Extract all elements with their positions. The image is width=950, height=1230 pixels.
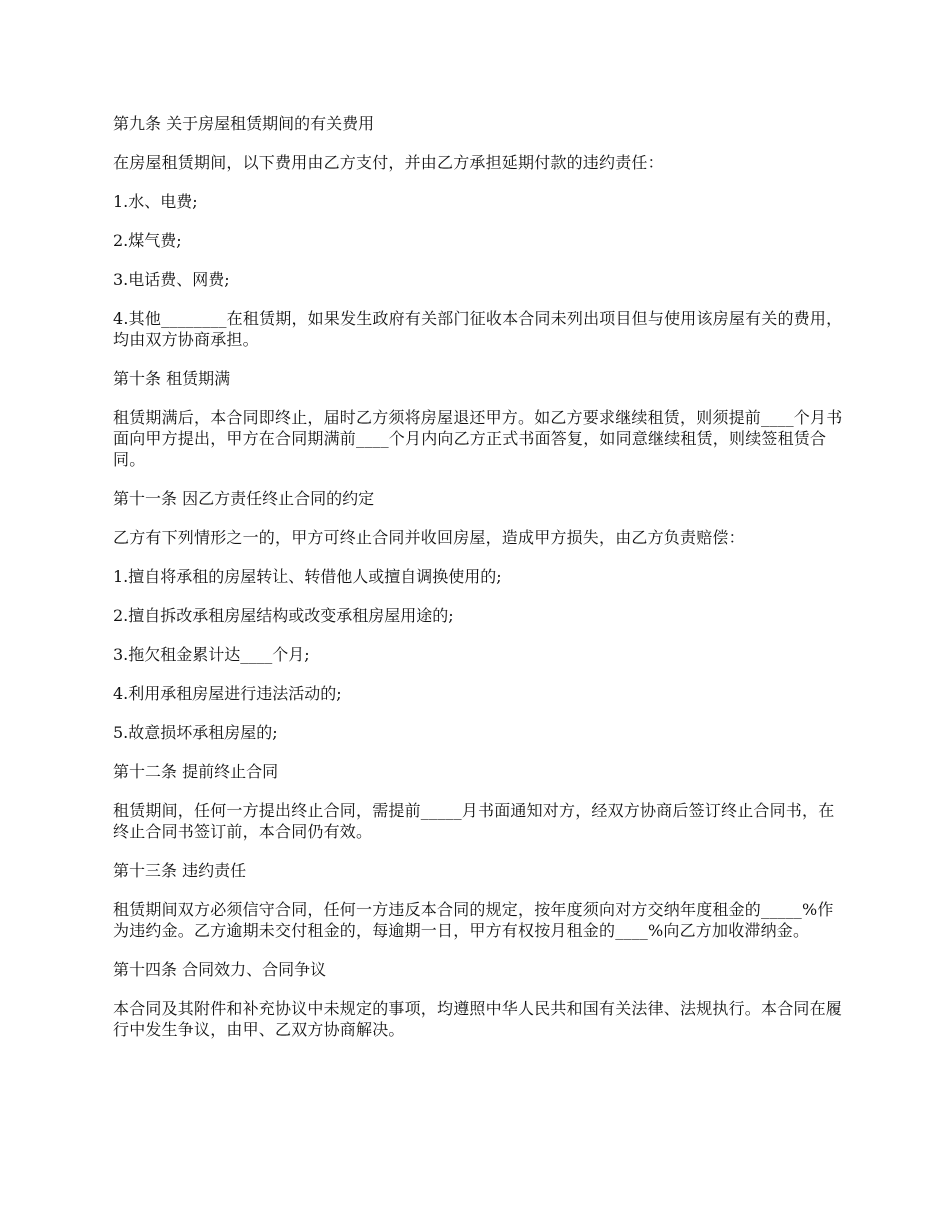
section-11-heading: 第十一条 因乙方责任终止合同的约定 [113,489,375,508]
section-9-intro: 在房屋租赁期间，以下费用由乙方支付，并由乙方承担延期付款的违约责任： [113,153,664,172]
section-13-heading: 第十三条 违约责任 [113,861,247,880]
document-page [113,113,843,1058]
section-11-item-4: 4.利用承租房屋进行违法活动的; [113,684,342,703]
section-9-heading: 第九条 关于房屋租赁期间的有关费用 [113,114,375,133]
section-9-item-3: 3.电话费、网费; [113,270,230,289]
section-14-heading: 第十四条 合同效力、合同争议 [113,960,327,979]
section-11-item-2: 2.擅自拆改承租房屋结构或改变承租房屋用途的; [113,606,454,625]
section-11-item-5: 5.故意损坏承租房屋的; [113,723,278,742]
section-9-item-1: 1.水、电费; [113,192,198,211]
section-13-body: 租赁期间双方必须信守合同，任何一方违反本合同的规定，按年度须向对方交纳年度租金的_____%作为违约金。乙方逾期未交付租金的，每逾期一日，甲方有权按月租金的____%向乙方加收滞纳金。 [113,900,834,940]
section-9-item-2: 2.煤气费; [113,231,182,250]
section-11-item-1: 1.擅自将承租的房屋转让、转借他人或擅自调换使用的; [113,567,502,586]
section-14-body: 本合同及其附件和补充协议中未规定的事项，均遵照中华人民共和国有关法律、法规执行。本合同在履行中发生争议，由甲、乙双方协商解决。 [113,999,843,1039]
section-10-body: 租赁期满后，本合同即终止，届时乙方须将房屋退还甲方。如乙方要求继续租赁，则须提前____个月书面向甲方提出，甲方在合同期满前____个月内向乙方正式书面答复，如同意继续租赁，则续签租赁合同。 [113,408,843,469]
section-11-intro: 乙方有下列情形之一的，甲方可终止合同并收回房屋，造成甲方损失，由乙方负责赔偿： [113,528,745,547]
section-12-body: 租赁期间，任何一方提出终止合同，需提前_____月书面通知对方，经双方协商后签订终止合同书，在终止合同书签订前，本合同仍有效。 [113,801,835,841]
section-9-item-4: 4.其他________在租赁期，如果发生政府有关部门征收本合同未列出项目但与使用该房屋有关的费用，均由双方协商承担。 [113,309,843,349]
section-10-heading: 第十条 租赁期满 [113,369,231,388]
section-11-item-3: 3.拖欠租金累计达____个月; [113,645,310,664]
section-12-heading: 第十二条 提前终止合同 [113,762,279,781]
